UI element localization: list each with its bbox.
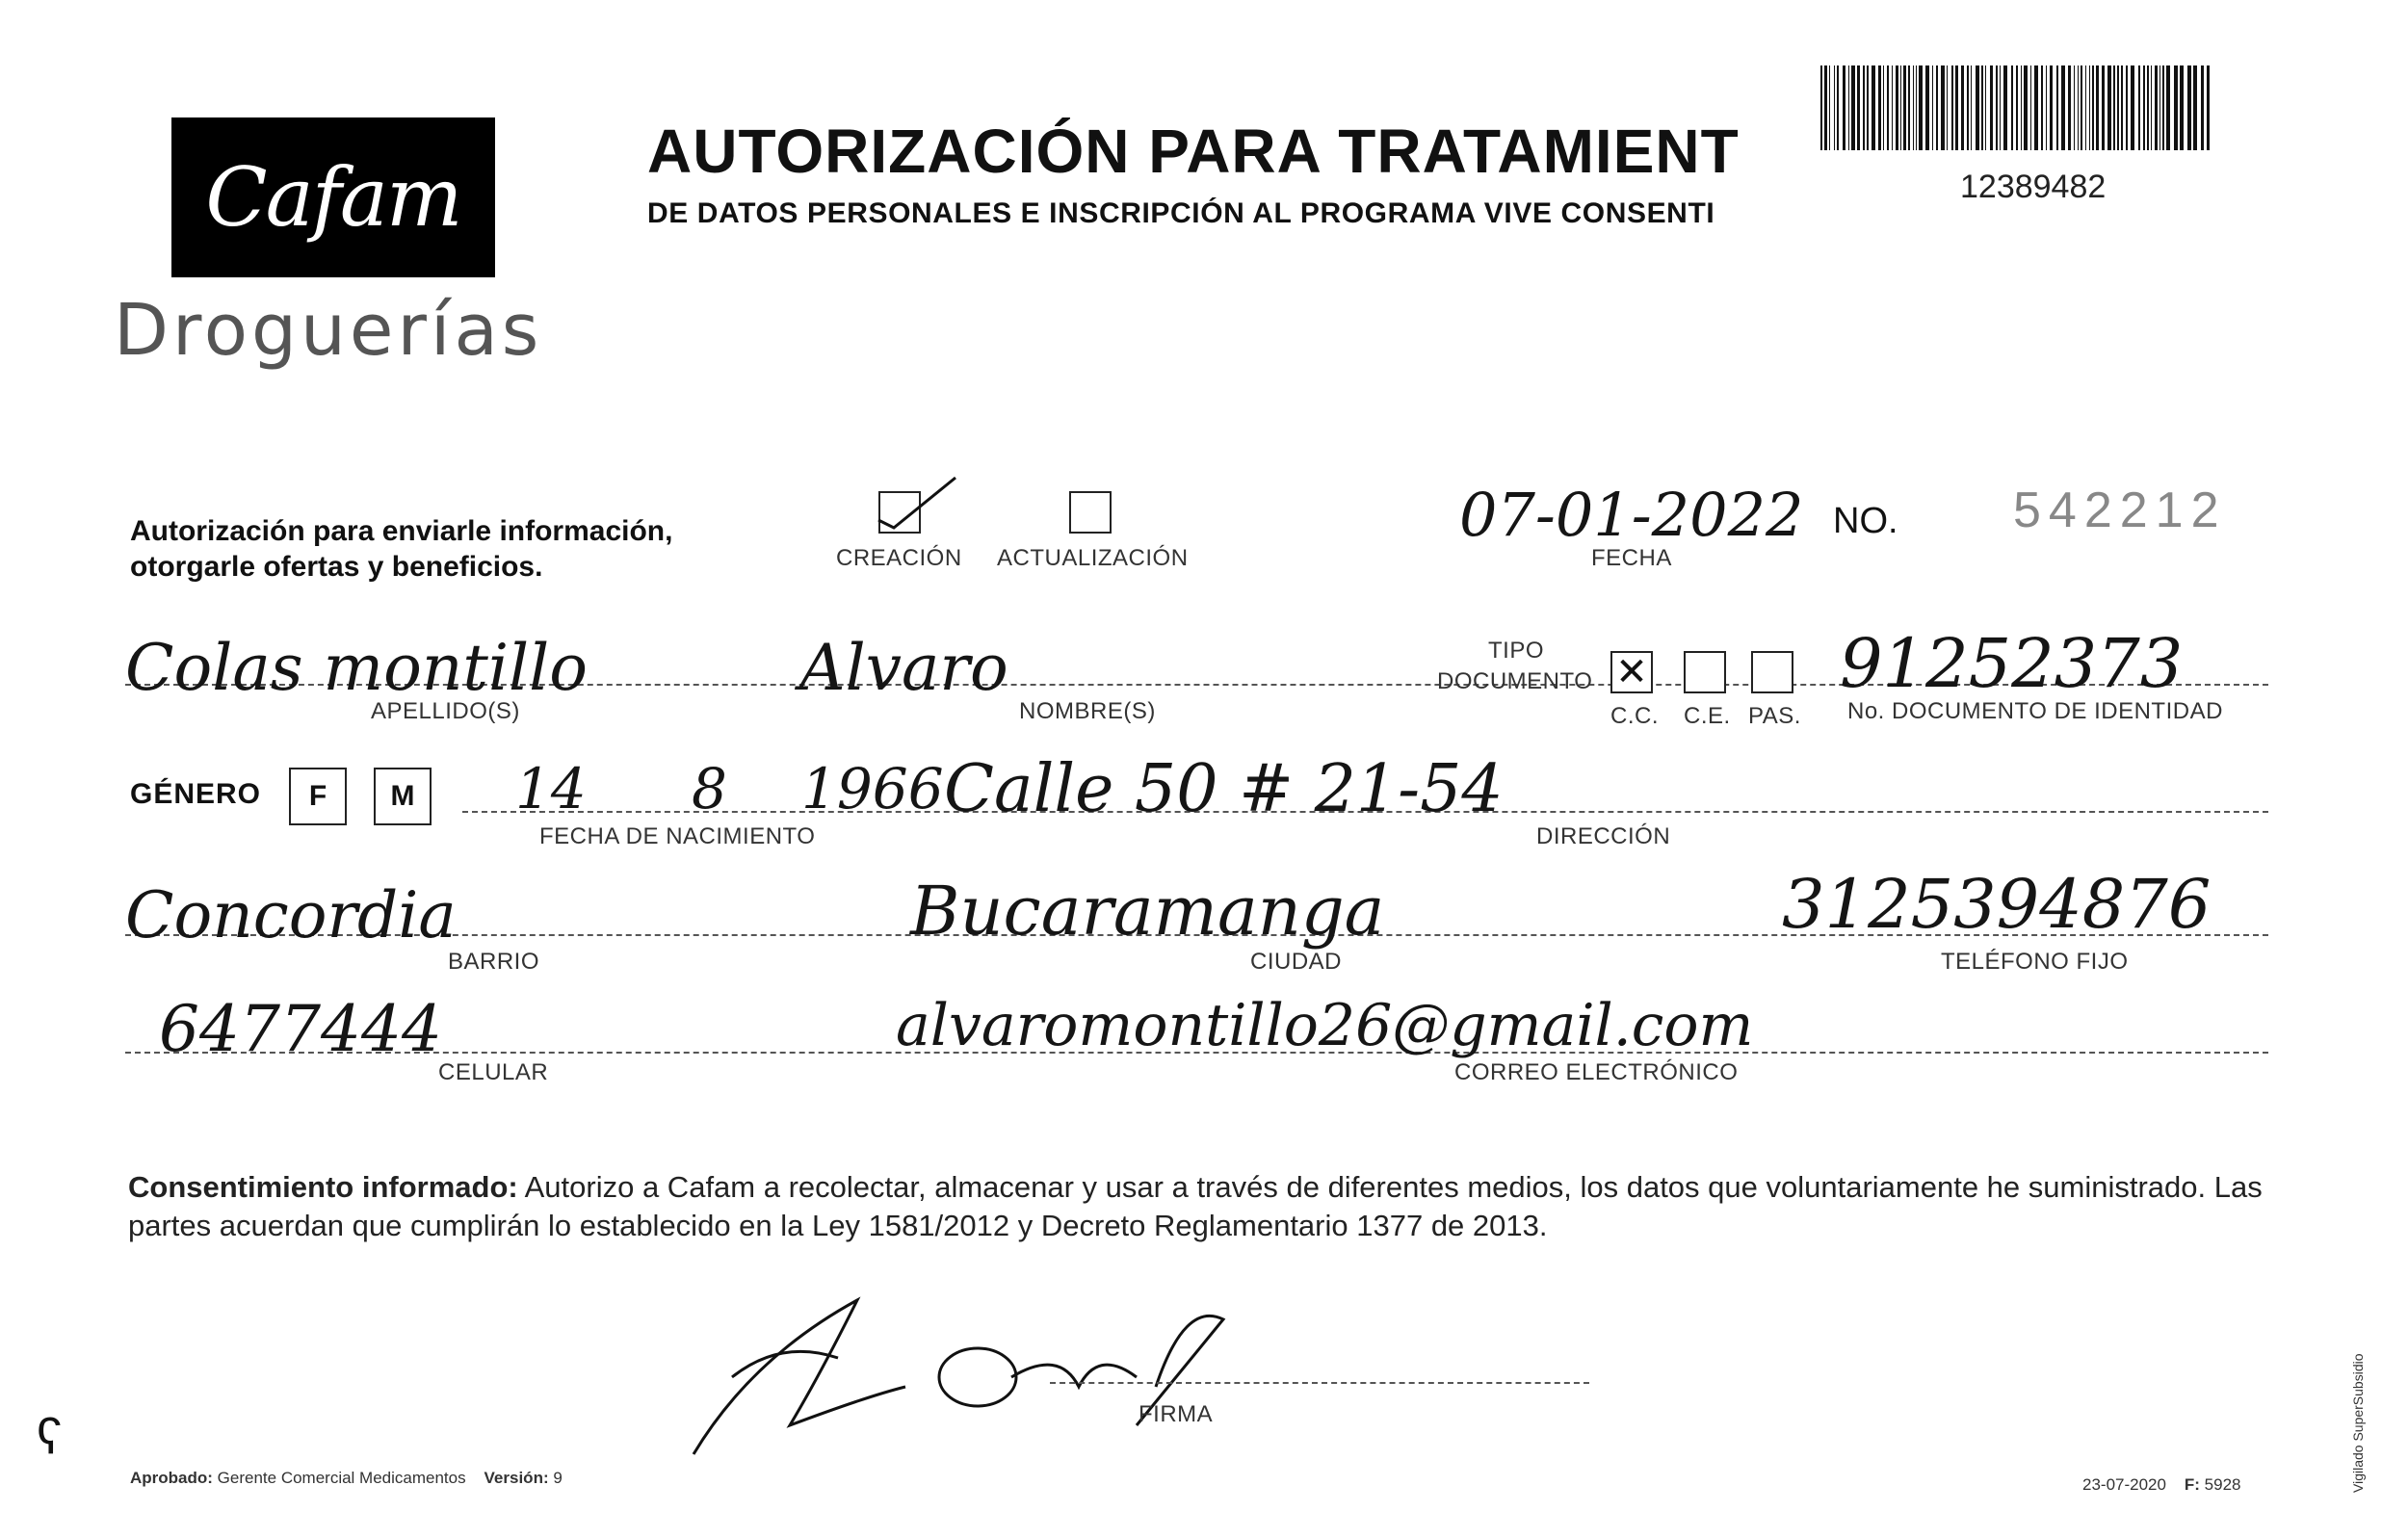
barcode-bar: [1936, 65, 1938, 150]
nombres-value: Alvaro: [799, 631, 1008, 705]
ce-checkbox[interactable]: [1684, 651, 1726, 693]
barcode-bar: [2143, 65, 2145, 150]
barcode-bar: [1871, 65, 1875, 150]
barcode-bar: [2056, 65, 2058, 150]
fecha-label: FECHA: [1591, 545, 1672, 571]
barcode-icon: [1820, 65, 2215, 150]
firma-label: FIRMA: [1139, 1401, 1214, 1427]
barcode-bar: [2046, 65, 2047, 150]
barcode-bar: [2011, 65, 2013, 150]
form-subtitle: DE DATOS PERSONALES E INSCRIPCIÓN AL PROGRAMA VIVE CONSENTI: [647, 197, 1715, 229]
birth-label: FECHA DE NACIMIENTO: [539, 823, 816, 849]
barcode-bar: [2016, 65, 2018, 150]
consent-text: Autorizo a Cafam a recolectar, almacenar y usar a través de diferentes medios, los datos que voluntariamente he suministrado. Las partes acuerdan que cumplirán lo establecido en la Ley 1581/2012 y Decreto Reglamentario 1377 de 2013.: [128, 1170, 2263, 1242]
barcode-bar: [2174, 65, 2178, 150]
barcode-bar: [1967, 65, 1969, 150]
birth-day: 14: [515, 756, 587, 821]
version-value: 9: [553, 1469, 563, 1487]
barcode-number: 12389482: [1960, 169, 2107, 205]
correo-value: alvaromontillo26@gmail.com: [896, 992, 1754, 1059]
celular-label: CELULAR: [438, 1059, 549, 1085]
barcode-bar: [1878, 65, 1881, 150]
ce-label: C.E.: [1684, 703, 1731, 729]
barcode-bar: [2126, 65, 2128, 150]
form-title: AUTORIZACIÓN PARA TRATAMIENT: [647, 117, 1740, 186]
aprobado-value: Gerente Comercial Medicamentos: [217, 1469, 466, 1487]
barcode-bar: [1892, 65, 1893, 150]
barcode-bar: [2089, 65, 2090, 150]
birth-year: 1966: [801, 756, 944, 821]
documento-label: DOCUMENTO: [1437, 668, 1593, 694]
creacion-checkbox[interactable]: [878, 491, 921, 534]
barcode-bar: [1867, 65, 1869, 150]
barrio-label: BARRIO: [448, 949, 540, 975]
barcode-bar: [1848, 65, 1849, 150]
barcode-bar: [1996, 65, 1998, 150]
actualizacion-checkbox[interactable]: [1069, 491, 1112, 534]
barcode-bar: [2180, 65, 2184, 150]
barcode-bar: [2041, 65, 2043, 150]
barcode-bar: [1925, 65, 1929, 150]
correo-label: CORREO ELECTRÓNICO: [1454, 1059, 1739, 1085]
barcode-bar: [1824, 65, 1827, 150]
footer-approval: [130, 1469, 563, 1488]
consent-heading: Consentimiento informado:: [128, 1170, 518, 1204]
footer-date-code: [2082, 1475, 2240, 1495]
doc-value: 91252373: [1840, 624, 2184, 703]
barcode-bar: [2159, 65, 2160, 150]
barcode-bar: [1941, 65, 1945, 150]
barcode-bar: [1913, 65, 1914, 150]
barcode-bar: [1820, 65, 1822, 150]
signature-underline: [1050, 1382, 1589, 1384]
footer-date: 23-07-2020: [2082, 1475, 2166, 1494]
logo-subtitle: Droguerías: [114, 289, 543, 372]
barcode-bar: [1851, 65, 1855, 150]
pas-label: PAS.: [1748, 703, 1801, 729]
auth-text-line2: otorgarle ofertas y beneficios.: [130, 551, 543, 583]
barcode-bar: [1932, 65, 1933, 150]
ciudad-value: Bucaramanga: [910, 872, 1385, 951]
creacion-label: CREACIÓN: [836, 545, 962, 571]
barcode-bar: [1985, 65, 1986, 150]
apellidos-label: APELLIDO(S): [371, 698, 520, 724]
fecha-value: 07-01-2022: [1459, 480, 1804, 550]
barcode-bar: [1908, 65, 1910, 150]
barcode-bar: [2131, 65, 2134, 150]
barcode-bar: [2034, 65, 2038, 150]
gender-m-checkbox[interactable]: [374, 768, 432, 825]
barcode-bar: [1955, 65, 1958, 150]
direccion-value: Calle 50 # 21-54: [944, 751, 1504, 827]
barcode-bar: [2201, 65, 2204, 150]
side-vigilado-text: Vigilado SuperSubsidio: [2350, 1353, 2366, 1493]
barcode-bar: [2193, 65, 2197, 150]
barcode-bar: [1863, 65, 1865, 150]
cc-checkbox[interactable]: ✕: [1610, 651, 1653, 693]
direccion-label: DIRECCIÓN: [1536, 823, 1671, 849]
barcode-bar: [2085, 65, 2086, 150]
barcode-bar: [2078, 65, 2079, 150]
barcode-bar: [1900, 65, 1901, 150]
barcode-bar: [1990, 65, 1993, 150]
barcode-bar: [2138, 65, 2140, 150]
barcode-bar: [1971, 65, 1972, 150]
barcode-bar: [2151, 65, 2152, 150]
barcode-bar: [1887, 65, 1889, 150]
barcode-bar: [1837, 65, 1839, 150]
barcode-bar: [2030, 65, 2031, 150]
barcode-bar: [2050, 65, 2053, 150]
gender-f-checkbox[interactable]: [289, 768, 347, 825]
telefono-label: TELÉFONO FIJO: [1941, 949, 2129, 975]
checkmark-icon: [875, 474, 961, 532]
barcode-bar: [2155, 65, 2158, 150]
aprobado-label: Aprobado:: [130, 1469, 213, 1487]
birth-month: 8: [692, 756, 727, 821]
doc-label: No. DOCUMENTO DE IDENTIDAD: [1847, 698, 2223, 724]
gender-f-label: F: [308, 780, 327, 812]
barcode-bar: [2117, 65, 2119, 150]
barcode-bar: [2162, 65, 2164, 150]
no-label: NO.: [1833, 501, 1898, 541]
apellidos-value: Colas montillo: [125, 631, 588, 705]
actualizacion-label: ACTUALIZACIÓN: [997, 545, 1189, 571]
barcode-bar: [1961, 65, 1964, 150]
logo-text: Cafam: [205, 150, 461, 245]
barcode-bar: [2081, 65, 2082, 150]
barcode-bar: [2003, 65, 2007, 150]
barcode-bar: [2074, 65, 2075, 150]
barcode-bar: [2102, 65, 2105, 150]
signature-drawing: [674, 1242, 1368, 1473]
barcode-bar: [2096, 65, 2099, 150]
barcode-bar: [2061, 65, 2065, 150]
barcode-bar: [1843, 65, 1845, 150]
barcode-bar: [2207, 65, 2210, 150]
barcode-bar: [1829, 65, 1830, 150]
barcode-bar: [1896, 65, 1898, 150]
footer-f-value: 5928: [2204, 1475, 2241, 1494]
barcode-bar: [1981, 65, 1983, 150]
barcode-bar: [1916, 65, 1917, 150]
barcode-bar: [1834, 65, 1835, 150]
footer-f-label: F:: [2184, 1475, 2200, 1494]
barcode-bar: [1883, 65, 1884, 150]
version-label: Versión:: [484, 1469, 549, 1487]
barcode-bar: [2187, 65, 2191, 150]
barcode-bar: [1903, 65, 1906, 150]
nombres-label: NOMBRE(S): [1019, 698, 1156, 724]
ciudad-label: CIUDAD: [1250, 949, 1343, 975]
barcode-bar: [2113, 65, 2115, 150]
barcode-bar: [2147, 65, 2149, 150]
barcode-bar: [2000, 65, 2001, 150]
barcode-bar: [2024, 65, 2028, 150]
barcode-bar: [1947, 65, 1948, 150]
barcode-bar: [1951, 65, 1953, 150]
cc-label: C.C.: [1610, 703, 1659, 729]
barcode-bar: [1919, 65, 1923, 150]
corner-mark-icon: ʕ: [37, 1409, 62, 1465]
tipo-label: TIPO: [1488, 638, 1545, 664]
barcode-bar: [2021, 65, 2022, 150]
auth-text-line1: Autorización para enviarle información,: [130, 515, 673, 547]
barcode-bar: [2121, 65, 2123, 150]
cafam-logo: [171, 117, 495, 277]
celular-value: 6477444: [159, 992, 442, 1066]
form-number: 542212: [2013, 482, 2227, 538]
genero-label: GÉNERO: [130, 778, 262, 810]
barcode-bar: [2166, 65, 2170, 150]
barcode-bar: [1857, 65, 1860, 150]
barrio-value: Concordia: [125, 878, 457, 952]
barcode-bar: [1976, 65, 1979, 150]
barcode-bar: [2068, 65, 2071, 150]
gender-m-label: M: [390, 780, 415, 812]
barcode-bar: [2092, 65, 2094, 150]
telefono-value: 3125394876: [1782, 865, 2212, 944]
pas-checkbox[interactable]: [1751, 651, 1793, 693]
consent-paragraph: [128, 1168, 2263, 1245]
barcode-bar: [2107, 65, 2111, 150]
